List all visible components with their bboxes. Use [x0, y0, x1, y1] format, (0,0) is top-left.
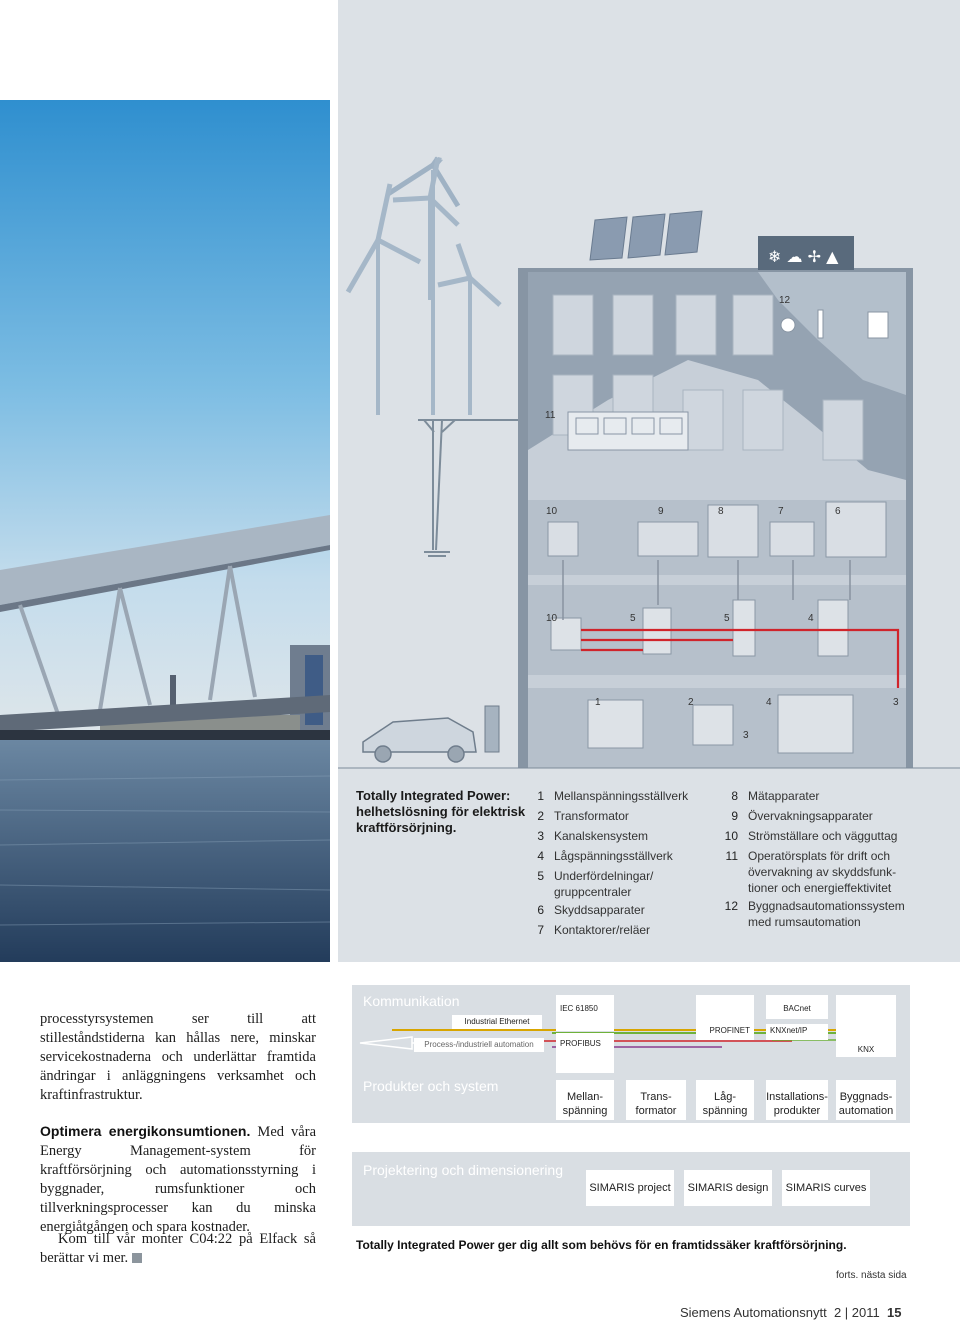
protocol-label: Industrial Ethernet [452, 1015, 542, 1029]
marker: 8 [718, 506, 724, 517]
page-number: 15 [886, 1305, 902, 1320]
product-box: Mellan- spänning [556, 1080, 614, 1120]
marker: 10 [546, 506, 558, 517]
article-paragraph [40, 1122, 316, 1237]
legend-item: 7 Kontaktorer/reläer [537, 923, 651, 937]
article-paragraph [40, 1230, 316, 1268]
marker: 3 [893, 697, 899, 708]
marker: 1 [595, 697, 601, 708]
marker: 5 [630, 613, 636, 624]
product-box: Trans- formator [626, 1080, 686, 1120]
marker: 9 [658, 506, 664, 517]
climate-icons: ❄ ☁ ✢ ▲ [768, 247, 839, 266]
legend-item: 3 Kanalskensystem [537, 829, 649, 843]
article-text: Kom till vår monter C04:22 på Elfack så berättar vi mer. [40, 1231, 316, 1266]
magazine-name: Siemens Automationsnytt [680, 1305, 827, 1320]
marker: 10 [546, 613, 558, 624]
product-box: Installations- produkter [766, 1080, 828, 1120]
legend-left [526, 786, 716, 940]
legend-item: 5 Underfördelningar/ gruppcentraler [537, 869, 654, 899]
electric-car-icon [363, 718, 476, 762]
band-title: Kommunikation [363, 993, 460, 1009]
operator-station-icon [568, 412, 688, 450]
product-box: Låg- spänning [696, 1080, 754, 1120]
simaris-design-tool: SIMARIS design [684, 1170, 772, 1206]
marker: 4 [766, 697, 772, 708]
page-footer [680, 1305, 901, 1320]
wind-turbine-icon [388, 157, 458, 415]
product-box: Byggnads- automation [836, 1080, 896, 1120]
overview-tagline: Totally Integrated Power ger dig allt som behövs för en framtidssäker kraftförsörjning. [356, 1238, 847, 1252]
marker: 3 [743, 730, 749, 741]
protocol-label: KNX [836, 995, 896, 1057]
legend-item: 9 Övervakningsapparater [731, 809, 873, 823]
article-text: Med våra Energy Management-system för kraftförsörjning och automationsstyrning i byggnader, rumsfunktioner och tillverkningsprocesser kan du minska energiåtgången och spara kostnader. [40, 1124, 317, 1235]
end-mark-icon [132, 1253, 142, 1263]
legend-item: 2 Transformator [537, 809, 629, 823]
band-title: Projektering och dimensionering [363, 1162, 563, 1178]
legend-item: 12 Byggnadsautomationssystem med rumsautomation [724, 899, 905, 929]
subheading: Optimera energikonsumtionen. [40, 1123, 251, 1139]
legend-item: 6 Skyddsapparater [537, 903, 645, 917]
article-paragraph: processtyrsystemen ser till att stilleståndstiderna kan hållas nere, minskar servicekostnaderna och underlättar framtida ändringar i anläggningens verksamhet och kraftinfrastruktur. [40, 1011, 316, 1103]
legend-item: 10 Strömställare och vägguttag [724, 829, 898, 843]
charging-station-icon [485, 706, 499, 752]
marker: 2 [688, 697, 694, 708]
building-illustration [338, 0, 960, 780]
legend-item: 8 Mätapparater [731, 789, 820, 803]
simaris-curves-tool: SIMARIS curves [782, 1170, 870, 1206]
legend-item: 11 Operatörsplats för drift och övervakning av skyddsfunk-tioner och energieffektivitet [725, 849, 897, 895]
simaris-project-tool: SIMARIS project [586, 1170, 674, 1206]
protocol-label: PROFINET [696, 1024, 754, 1040]
band-title: Produkter och system [363, 1078, 499, 1094]
protocol-label: Process-/industriell automation [414, 1038, 544, 1052]
bridge-photo [0, 100, 330, 962]
legend-right [720, 786, 920, 930]
tip-diagram-panel [338, 0, 960, 962]
figure-caption: Totally Integrated Power: helhetslösning för elektrisk kraftförsörjning. [356, 788, 526, 835]
marker: 6 [835, 506, 841, 517]
protocol-label: KNXnet/IP [766, 1024, 828, 1040]
legend-item: 1 Mellanspänningsställverk [537, 789, 689, 803]
marker: 12 [779, 295, 791, 306]
marker: 7 [778, 506, 784, 517]
protocol-label: IEC 61850 [556, 995, 614, 1031]
marker: 5 [724, 613, 730, 624]
marker: 11 [545, 410, 556, 421]
protocol-label: BACnet [766, 995, 828, 1019]
marker: 4 [808, 613, 814, 624]
issue: 2 | 2011 [833, 1305, 880, 1320]
legend-item: 4 Lågspänningsställverk [537, 849, 673, 863]
continued-note: forts. nästa sida [836, 1270, 907, 1281]
protocol-label: PROFIBUS [556, 1033, 614, 1073]
